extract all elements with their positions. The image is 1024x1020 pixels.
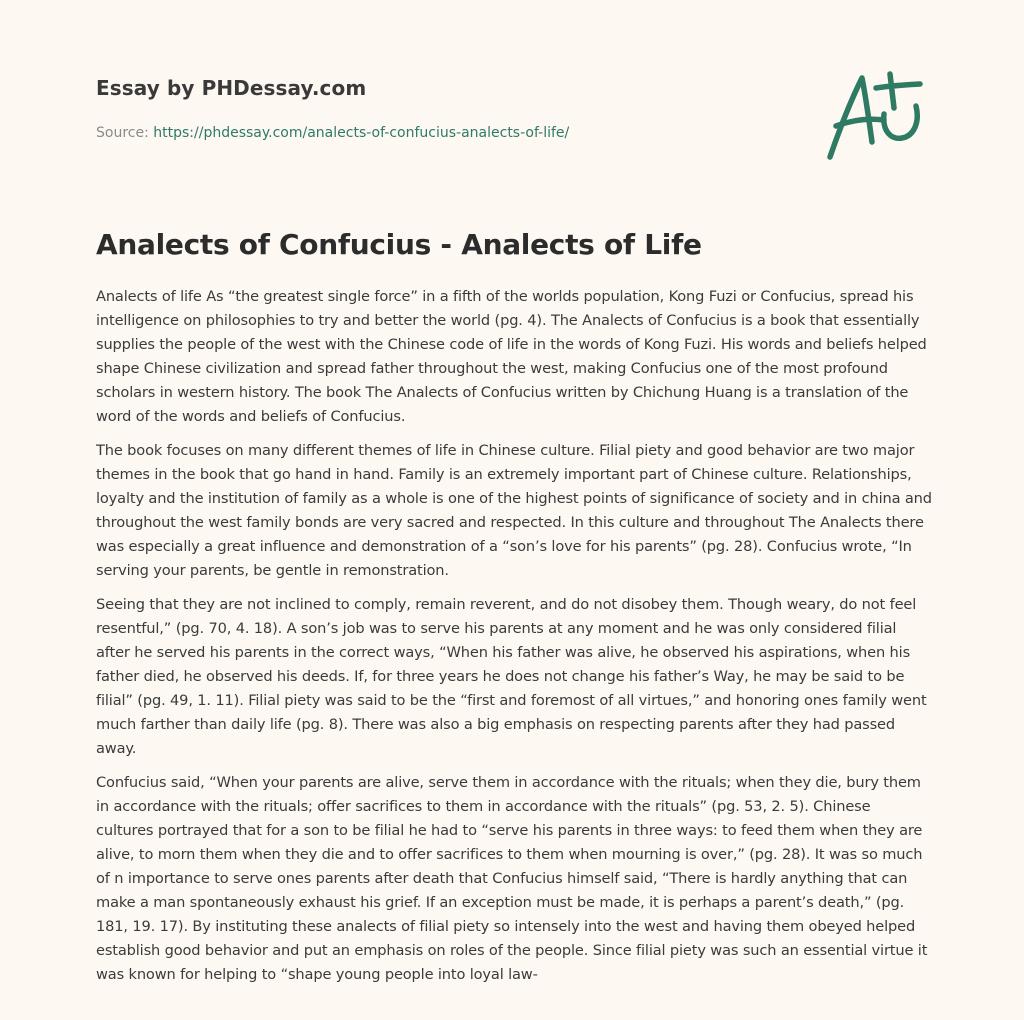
- site-title: Essay by PHDessay.com: [96, 76, 367, 100]
- source-line: [96, 125, 796, 141]
- essay-paragraph: Confucius said, “When your parents are alive, serve them in accordance with the rituals; when they die, bury them in accordance with the rituals; offer sacrifices to them in accordance with the rituals” (pg. 53, 2. 5). Chinese cultures portrayed that for a son to be filial he had to “serve his parents in three ways: to feed them when they are alive, to morn them when they die and to offer sacrifices to them when mourning is over,” (pg. 28). It was so much of n importance to serve ones parents after death that Confucius himself said, “There is hardly anything that can make a man spontaneously exhaust his grief. If an exception must be made, it is perhaps a parent’s death,” (pg. 181, 19. 17). By instituting these analects of filial piety so intensely into the west and having them obeyed helped establish good behavior and put an emphasis on roles of the people. Since filial piety was such an essential virtue it was known for helping to “shape young people into loyal law-: [96, 774, 928, 983]
- source-label: Source:: [96, 125, 154, 141]
- essay-title: Analects of Confucius - Analects of Life: [96, 228, 702, 261]
- source-link[interactable]: https://phdessay.com/analects-of-confucius-analects-of-life/: [153, 125, 570, 141]
- essay-paragraph: Analects of life As “the greatest single force” in a fifth of the worlds population, Kong Fuzi or Confucius, spread his intelligence on philosophies to try and better the world (pg. 4). The Analects of Confucius is a book that essentially supplies the people of the west with the Chinese code of life in the words of Kong Fuzi. His words and beliefs helped shape Chinese civilization and spread father throughout the west, making Confucius one of the most profound scholars in western history. The book The Analects of Confucius written by Chichung Huang is a translation of the word of the words and beliefs of Confucius.: [96, 288, 927, 425]
- essay-paragraph: The book focuses on many different themes of life in Chinese culture. Filial piety and good behavior are two major themes in the book that go hand in hand. Family is an extremely important part of Chinese culture. Relationships, loyalty and the institution of family as a whole is one of the highest points of significance of society and in china and throughout the west family bonds are very sacred and respected. In this culture and throughout The Analects there was especially a great influence and demonstration of a “son’s love for his parents” (pg. 28). Confucius wrote, “In serving your parents, be gentle in remonstration.: [96, 442, 932, 579]
- essay-paragraph: Seeing that they are not inclined to comply, remain reverent, and do not disobey them. Though weary, do not feel resentful,” (pg. 70, 4. 18). A son’s job was to serve his parents at any moment and he was only considered filial after he served his parents in the correct ways, “When his father was alive, he observed his aspirations, when his father died, he observed his deeds. If, for three years he does not change his father’s Way, he may be said to be filial” (pg. 49, 1. 11). Filial piety was said to be the “first and foremost of all virtues,” and honoring ones family went much farther than daily life (pg. 8). There was also a big emphasis on respecting parents after they had passed away.: [96, 596, 927, 757]
- a-plus-logo-icon: [822, 68, 928, 164]
- page-header: [96, 76, 796, 141]
- essay-body: [96, 285, 932, 997]
